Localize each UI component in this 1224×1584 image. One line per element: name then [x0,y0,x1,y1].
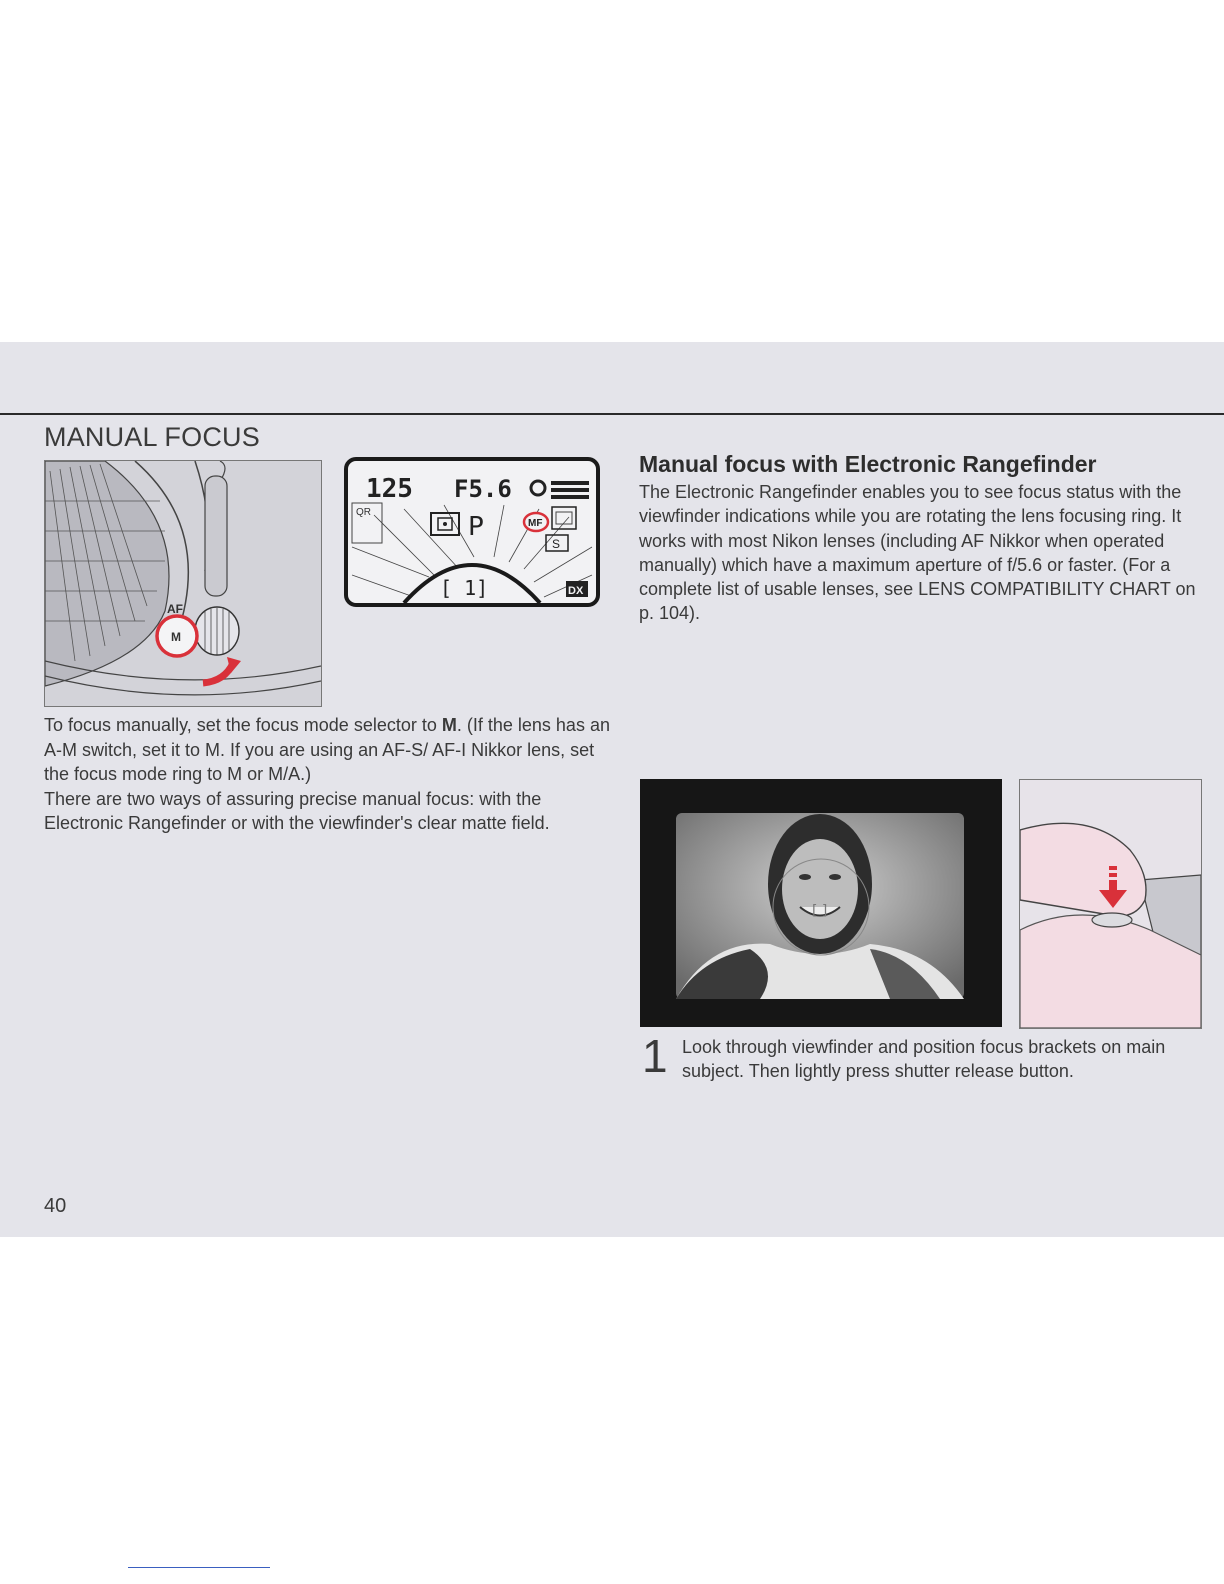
manual-focus-instructions [44,713,614,836]
footer-divider [128,1567,270,1568]
frame-count-readout: [ 1] [440,576,489,600]
af-label: AF [167,602,183,616]
section-title: MANUAL FOCUS [44,422,260,452]
mf-label: MF [528,518,543,529]
rangefinder-heading: Manual focus with Electronic Rangefinder [639,451,1097,477]
s-label: S [552,537,561,551]
exposure-mode-readout: P [468,512,484,542]
instruction-text-a: To focus manually, set the focus mode selector to [44,715,442,735]
instruction-paragraph-1 [44,713,614,787]
instruction-paragraph-2: There are two ways of assuring precise manual focus: with the Electronic Rangefinder or with the viewfinder's clear matte field. [44,788,550,833]
focus-mode-m: M [441,715,457,735]
dx-label: DX [568,585,584,597]
viewfinder-photo [640,779,1002,1027]
rangefinder-description: The Electronic Rangefinder enables you to see focus status with the viewfinder indications while you are rotating the lens focusing ring. It works with most Nikon lenses (including AF Nikkor when operated manually) which have a maximum aperture of f/5.6 or faster. (For a complete list of usable lenses, see LENS COMPATIBILITY CHART on p. 104). [639,482,1196,624]
lcd-panel-drawing [344,457,600,607]
svg-text:[ ]: [ ] [812,903,828,919]
viewfinder-illustration [640,779,1002,1027]
camera-body-drawing [45,461,321,706]
page-number: 40 [44,1195,67,1217]
finger-drawing [1020,780,1201,1028]
lcd-panel-illustration [344,457,600,607]
manual-page [0,342,1224,1237]
header-rule [0,413,1224,415]
qr-label: QR [356,507,371,518]
instruction-text-b: . (If the lens has an A-M switch, set it to M. If you are using an AF-S/ AF-I Nikkor lens, set the focus mode ring to M or M/A.) [44,715,610,784]
shutter-speed-readout: 125 [366,474,413,504]
focus-mode-selector-illustration [44,460,322,707]
step-number: 1 [642,1030,668,1082]
step-instruction: Look through viewfinder and position focus brackets on main subject. Then lightly press shutter release button. [682,1037,1166,1081]
shutter-press-illustration [1019,779,1202,1029]
m-label: M [171,630,181,644]
aperture-readout: F5.6 [454,475,512,503]
